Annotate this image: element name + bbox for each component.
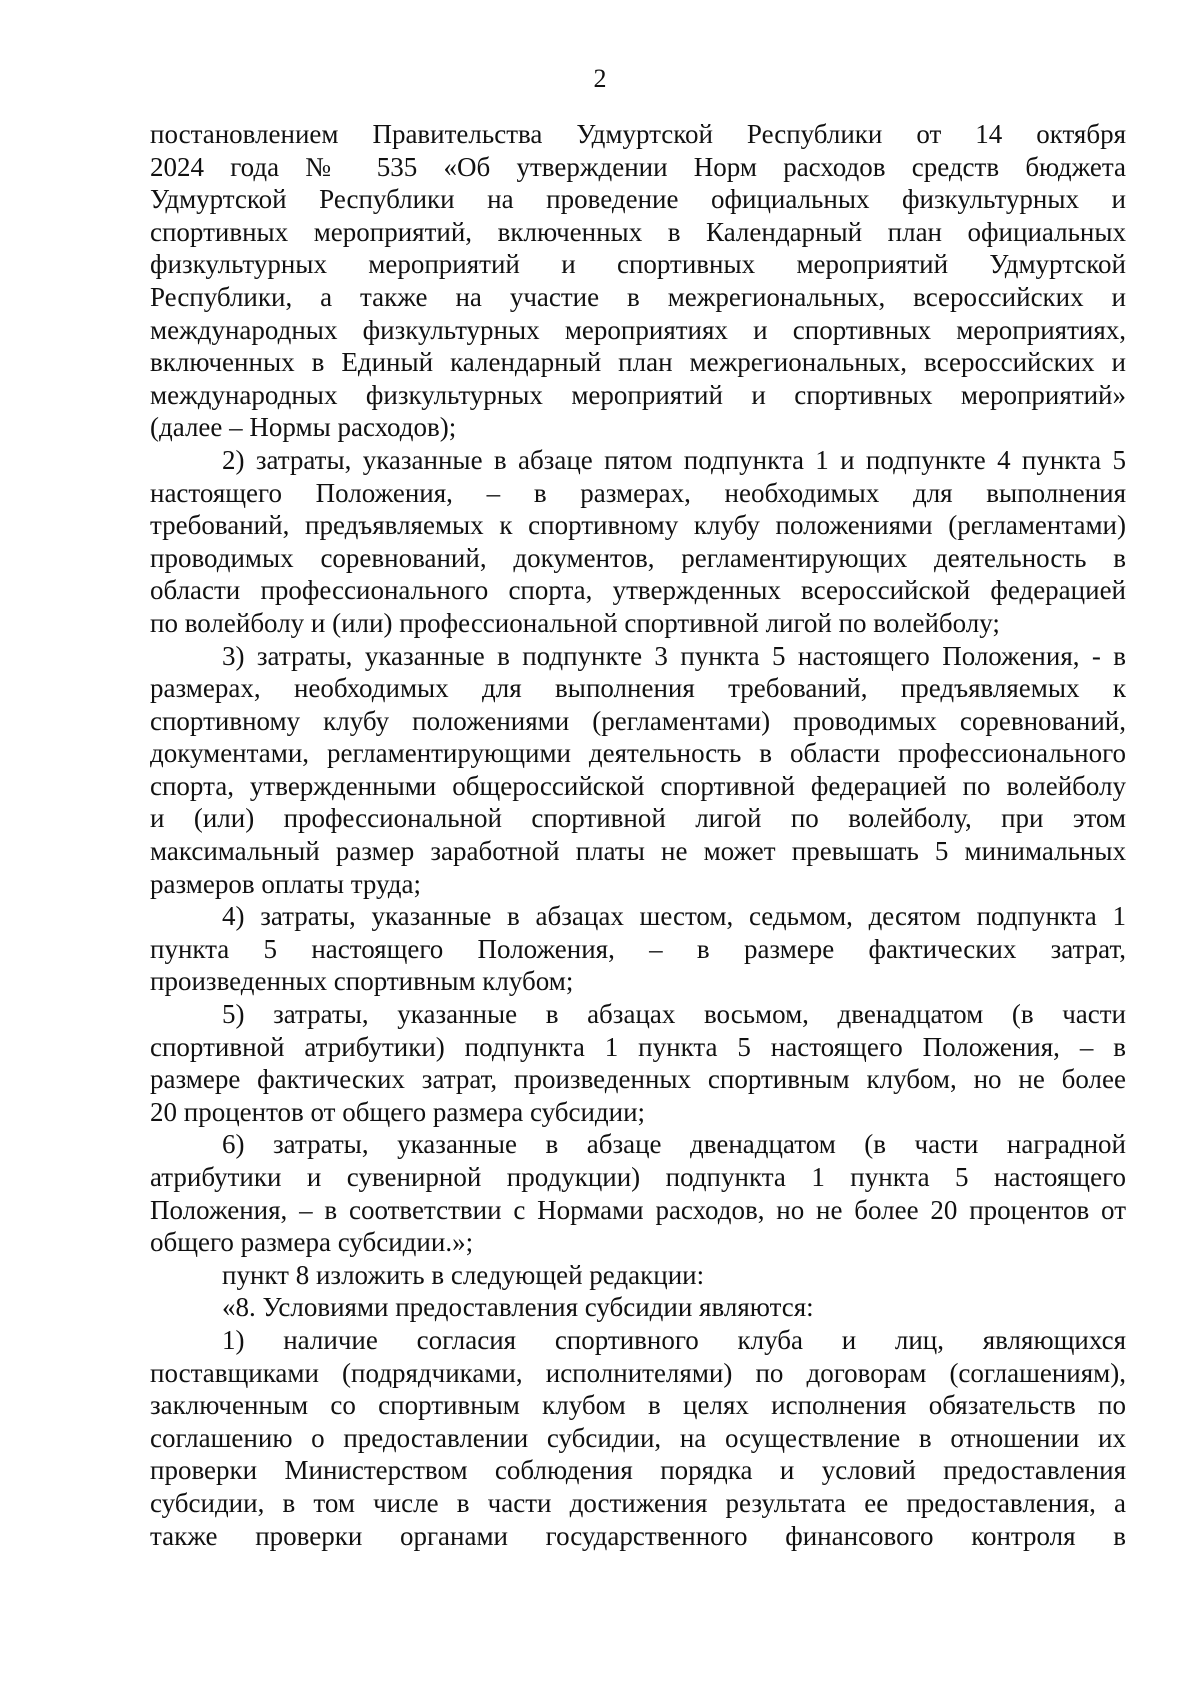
text-line: и (или) профессиональной спортивной лигой по волейболу, при этом — [150, 803, 1126, 834]
page-number: 2 — [593, 64, 607, 93]
text-line: по волейболу и (или) профессиональной спортивной лигой по волейболу; — [150, 607, 1000, 638]
text-line: 20 процентов от общего размера субсидии; — [150, 1096, 646, 1127]
text-line: документами, регламентирующими деятельность в области профессионального — [150, 738, 1126, 769]
text-line: размере фактических затрат, произведенных спортивным клубом, но не более — [150, 1064, 1126, 1095]
text-line: максимальный размер заработной платы не может превышать 5 минимальных — [150, 836, 1126, 867]
text-line: также проверки органами государственного финансового контроля в — [150, 1520, 1126, 1551]
text-line: Республики, а также на участие в межрегиональных, всероссийских и — [150, 281, 1126, 312]
text-line: произведенных спортивным клубом; — [150, 966, 574, 997]
text-line: размеров оплаты труда; — [150, 868, 422, 899]
text-line: заключенным со спортивным клубом в целях исполнения обязательств по — [150, 1390, 1126, 1421]
text-line: 6) затраты, указанные в абзаце двенадцатом (в части наградной — [222, 1129, 1126, 1160]
text-line: спортивному клубу положениями (регламентами) проводимых соревнований, — [150, 705, 1126, 736]
text-line: международных физкультурных мероприятий и спортивных мероприятий» — [150, 379, 1126, 410]
document-body — [150, 118, 1126, 1552]
text-line: 5) затраты, указанные в абзацах восьмом, двенадцатом (в части — [222, 999, 1126, 1030]
text-line: проверки Министерством соблюдения порядка и условий предоставления — [150, 1455, 1126, 1486]
text-line: 1) наличие согласия спортивного клуба и лиц, являющихся — [222, 1324, 1126, 1355]
text-line: включенных в Единый календарный план межрегиональных, всероссийских и — [150, 347, 1126, 378]
text-line: международных физкультурных мероприятиях и спортивных мероприятиях, — [150, 314, 1126, 345]
text-line: «8. Условиями предоставления субсидии являются: — [222, 1292, 814, 1323]
text-line: 2) затраты, указанные в абзаце пятом подпункта 1 и подпункте 4 пункта 5 — [222, 444, 1126, 475]
text-line: Удмуртской Республики на проведение официальных физкультурных и — [150, 184, 1126, 215]
text-line: субсидии, в том числе в части достижения результата ее предоставления, а — [150, 1487, 1126, 1518]
text-line: атрибутики и сувенирной продукции) подпункта 1 пункта 5 настоящего — [150, 1162, 1126, 1192]
text-line: 3) затраты, указанные в подпункте 3 пункта 5 настоящего Положения, - в — [222, 640, 1126, 671]
text-line: области профессионального спорта, утвержденных всероссийской федерацией — [150, 575, 1126, 606]
text-line: (далее – Нормы расходов); — [150, 412, 457, 443]
text-line: спортивных мероприятий, включенных в Календарный план официальных — [150, 216, 1126, 247]
text-line: Положения, – в соответствии с Нормами расходов, но не более 20 процентов от — [150, 1194, 1126, 1225]
text-line: 4) затраты, указанные в абзацах шестом, седьмом, десятом подпункта 1 — [222, 901, 1126, 932]
text-line: спортивной атрибутики) подпункта 1 пункта 5 настоящего Положения, – в — [150, 1031, 1126, 1062]
text-line: настоящего Положения, – в размерах, необходимых для выполнения — [150, 477, 1126, 508]
text-line: проводимых соревнований, документов, регламентирующих деятельность в — [150, 542, 1126, 573]
text-line: 2024 года № 535 «Об утверждении Норм расходов средств бюджета — [150, 151, 1126, 182]
text-line: требований, предъявляемых к спортивному клубу положениями (регламентами) — [150, 510, 1126, 541]
text-line: пункт 8 изложить в следующей редакции: — [222, 1259, 705, 1290]
text-line: физкультурных мероприятий и спортивных мероприятий Удмуртской — [150, 249, 1126, 280]
text-line: общего размера субсидии.»; — [150, 1227, 474, 1258]
text-line: спорта, утвержденными общероссийской спортивной федерацией по волейболу — [150, 770, 1126, 801]
text-line: размерах, необходимых для выполнения требований, предъявляемых к — [150, 673, 1126, 704]
text-line: пункта 5 настоящего Положения, – в размере фактических затрат, — [150, 933, 1126, 964]
text-line: соглашению о предоставлении субсидии, на осуществление в отношении их — [150, 1422, 1126, 1453]
text-line: постановлением Правительства Удмуртской Республики от 14 октября — [150, 119, 1126, 149]
text-line: поставщиками (подрядчиками, исполнителями) по договорам (соглашениям), — [150, 1357, 1126, 1388]
